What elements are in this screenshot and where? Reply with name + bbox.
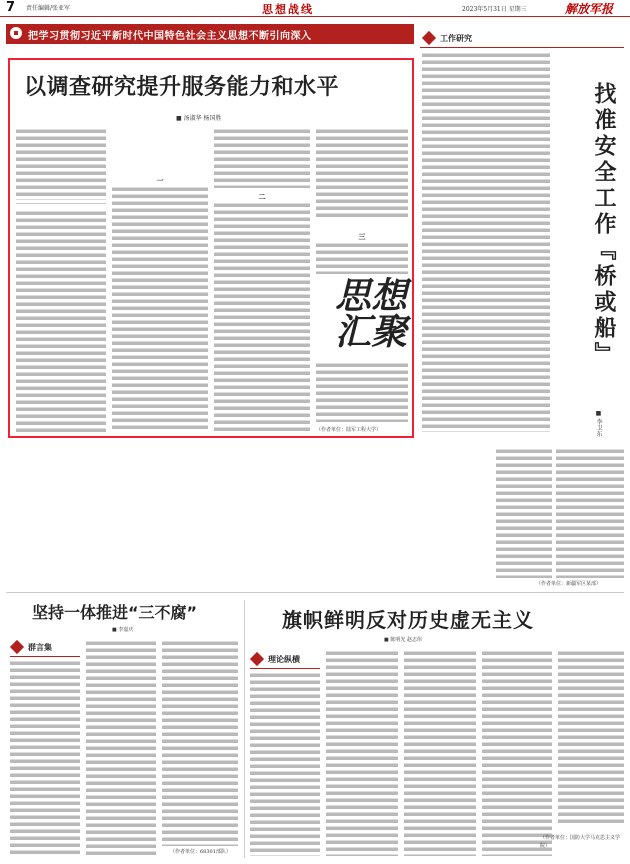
main-article-col-3b: [214, 202, 310, 432]
bottom-right-col-5: [558, 650, 624, 826]
bottom-right-title: 旗帜鲜明反对历史虚无主义: [282, 608, 534, 632]
bottom-right-author: ■ 陈明光 赵志伟: [384, 637, 422, 643]
right-article-title: 找准安全工作『桥或船』: [591, 82, 616, 368]
main-article-subhead-1: 一: [156, 177, 164, 185]
main-article-col-4c: [316, 362, 408, 422]
main-article-lead: [16, 128, 106, 200]
right-article-footnote: （作者单位：新疆军区某部）: [536, 581, 602, 587]
diamond-icon: [10, 640, 24, 654]
main-article-title: 以调查研究提升服务能力和水平: [24, 75, 340, 100]
theme-banner: [6, 24, 414, 44]
bottom-right-col-3: [404, 650, 476, 856]
bottom-left-author: ■ 李嘉庆: [112, 627, 134, 633]
right-section-rule: [420, 47, 624, 48]
bottom-right-col-2: [326, 650, 398, 856]
bottom-left-col-2: [86, 640, 156, 856]
bottom-left-section-label: 群言集: [28, 643, 52, 652]
bottom-right-footnote: （作者单位：国防大学马克思主义学院）: [540, 835, 621, 849]
page-number: 7: [6, 0, 16, 15]
page-header: [0, 0, 630, 17]
bottom-right-section-label: 理论纵横: [268, 655, 300, 664]
page-editor: 责任编辑/张亚军: [26, 5, 71, 12]
diamond-icon: [422, 31, 436, 45]
bottom-left-col-3: [162, 640, 238, 846]
section-name: 思想战线: [262, 3, 314, 16]
bottom-left-title: 坚持一体推进“三不腐”: [32, 603, 198, 622]
bottom-left-col-1: [10, 660, 80, 856]
bottom-right-col-4: [482, 650, 552, 856]
right-article-col-3: [496, 448, 552, 578]
main-article-col-4a: [316, 128, 408, 218]
main-article-col-1: [16, 210, 106, 432]
right-article-col-1: [422, 52, 550, 432]
banner-text: 把学习贯彻习近平新时代中国特色社会主义思想不断引向深入: [28, 31, 312, 42]
main-article-col-4b: [316, 242, 408, 274]
main-article-footnote: （作者单位：陆军工程大学）: [316, 427, 382, 433]
issue-date: 2023年5月31日 星期三: [462, 6, 527, 13]
main-article-col-2: [112, 186, 208, 432]
bottom-right-col-1: [250, 672, 320, 856]
bottom-right-rule: [250, 668, 320, 669]
right-section-label: 工作研究: [440, 34, 472, 43]
column-divider: [244, 600, 245, 858]
main-article-author: ■ 汤淑华 杨国胜: [176, 115, 222, 122]
star-badge-icon: [10, 27, 22, 39]
main-article-subhead-3: 三: [358, 233, 366, 241]
diamond-icon: [250, 652, 264, 666]
calligraphy-artwork: 思想 汇聚: [335, 275, 408, 353]
right-article-col-2: [556, 448, 624, 578]
bottom-left-rule: [10, 656, 80, 657]
newspaper-logo: 解放军报: [565, 2, 614, 16]
divider: [16, 203, 106, 204]
section-divider: [6, 592, 624, 593]
main-article-subhead-2: 二: [258, 193, 266, 201]
right-article-author: ■ 李卫东: [595, 410, 602, 437]
main-article-col-3a: [214, 128, 310, 188]
bottom-left-footnote: （作者单位：68301部队）: [170, 849, 231, 855]
